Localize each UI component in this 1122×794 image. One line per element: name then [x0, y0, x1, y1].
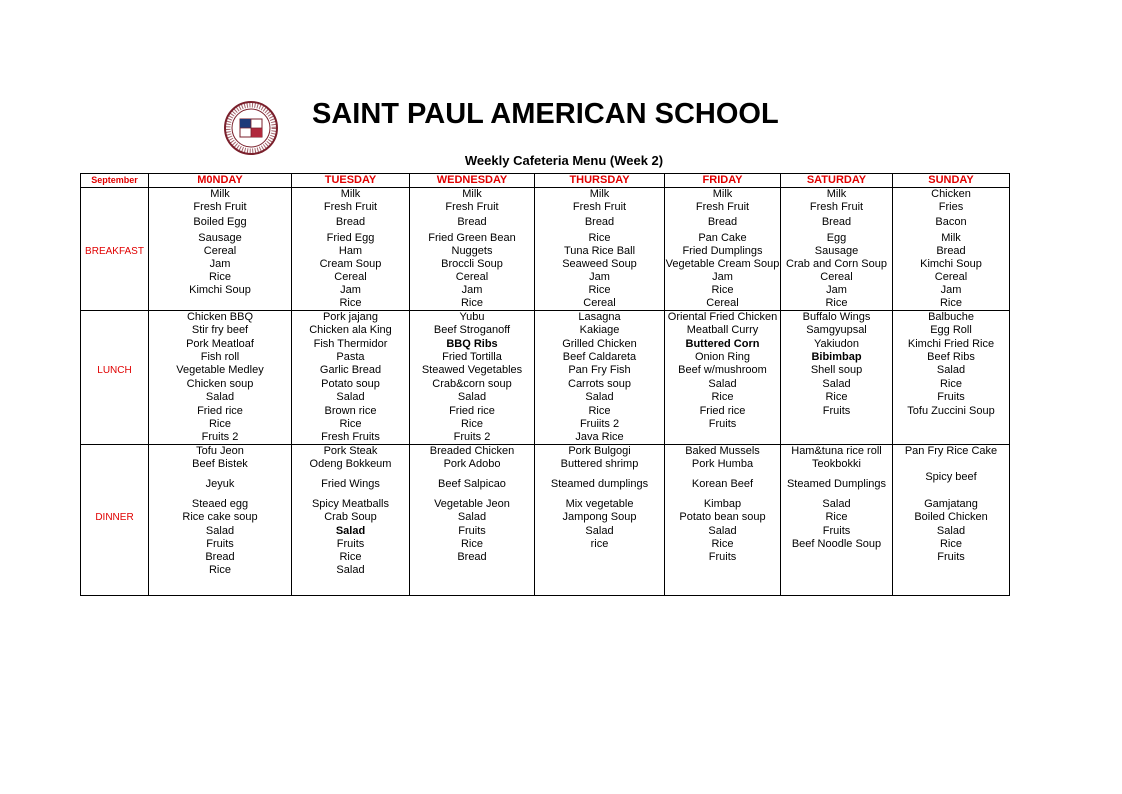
menu-item — [893, 431, 1010, 445]
menu-item: Rice — [781, 391, 893, 404]
menu-row — [81, 271, 1010, 284]
menu-item: Buttered shrimp — [535, 458, 665, 471]
menu-item: Fish roll — [149, 351, 292, 364]
meal-label-breakfast — [81, 201, 149, 214]
menu-row — [81, 311, 1010, 325]
menu-item: Buttered Corn — [665, 337, 781, 351]
day-header-saturday: SATURDAY — [781, 174, 893, 188]
menu-item: Vegetable Jeon — [410, 498, 535, 511]
menu-item: Fruits — [893, 391, 1010, 404]
menu-item — [781, 431, 893, 445]
menu-item: Beef Noodle Soup — [781, 538, 893, 551]
menu-row — [81, 391, 1010, 404]
menu-item: Bread — [410, 551, 535, 564]
menu-item: Grilled Chicken — [535, 337, 665, 351]
menu-item: Kakiage — [535, 324, 665, 337]
menu-row — [81, 458, 1010, 471]
menu-item: Samgyupsal — [781, 324, 893, 337]
meal-label-dinner — [81, 445, 149, 459]
menu-item: Steaed egg — [149, 498, 292, 511]
menu-row — [81, 511, 1010, 524]
menu-item: Cereal — [893, 271, 1010, 284]
menu-item: Mix vegetable — [535, 498, 665, 511]
menu-item: Fresh Fruits — [292, 431, 410, 445]
menu-item: Kimbap — [665, 498, 781, 511]
menu-item: Seaweed Soup — [535, 258, 665, 271]
menu-item: Spicy beef — [893, 471, 1010, 498]
menu-item: Kimchi Soup — [149, 284, 292, 297]
menu-item: Salad — [292, 391, 410, 404]
meal-label-dinner — [81, 538, 149, 551]
menu-item: Beef w/mushroom — [665, 364, 781, 377]
meal-label-lunch — [81, 418, 149, 431]
menu-item: Salad — [292, 524, 410, 538]
menu-item: Rice — [665, 538, 781, 551]
menu-item — [781, 418, 893, 431]
menu-item: Fruits — [781, 524, 893, 538]
menu-item: Rice — [535, 404, 665, 418]
menu-item — [893, 458, 1010, 471]
meal-label-lunch — [81, 377, 149, 391]
menu-item: Brown rice — [292, 404, 410, 418]
meal-label-dinner: DINNER — [81, 511, 149, 524]
menu-item: Beef Salpicao — [410, 471, 535, 498]
meal-label-lunch — [81, 431, 149, 445]
menu-item: Steamed Dumplings — [781, 471, 893, 498]
menu-item — [665, 564, 781, 577]
meal-label-dinner — [81, 471, 149, 498]
menu-item: Boiled Chicken — [893, 511, 1010, 524]
menu-item: Shell soup — [781, 364, 893, 377]
menu-item: Salad — [665, 377, 781, 391]
menu-item — [665, 577, 781, 595]
menu-item: Garlic Bread — [292, 364, 410, 377]
menu-item — [781, 577, 893, 595]
menu-item — [781, 564, 893, 577]
menu-item — [893, 577, 1010, 595]
menu-item: Crab and Corn Soup — [781, 258, 893, 271]
menu-item — [781, 551, 893, 564]
menu-item: Rice — [535, 284, 665, 297]
meal-label-breakfast — [81, 271, 149, 284]
meal-label-breakfast — [81, 231, 149, 245]
menu-item: Pork Humba — [665, 458, 781, 471]
menu-item: Tofu Zuccini Soup — [893, 404, 1010, 418]
day-header-thursday: THURSDAY — [535, 174, 665, 188]
menu-item: Fruits — [410, 524, 535, 538]
meal-label-lunch — [81, 404, 149, 418]
day-header-sunday: SUNDAY — [893, 174, 1010, 188]
menu-item: Fries — [893, 201, 1010, 214]
meal-label-dinner — [81, 577, 149, 595]
menu-item: Broccli Soup — [410, 258, 535, 271]
menu-item: Cereal — [781, 271, 893, 284]
menu-item: Fish Thermidor — [292, 337, 410, 351]
menu-item: Jam — [781, 284, 893, 297]
menu-item: Carrots soup — [535, 377, 665, 391]
meal-label-lunch — [81, 351, 149, 364]
menu-item: Rice — [665, 284, 781, 297]
menu-item: Fried Wings — [292, 471, 410, 498]
menu-item: Sausage — [149, 231, 292, 245]
menu-item: Salad — [665, 524, 781, 538]
meal-label-breakfast: BREAKFAST — [81, 245, 149, 258]
menu-item: Rice — [893, 538, 1010, 551]
menu-item: Fruits — [665, 418, 781, 431]
menu-item: Rice — [292, 418, 410, 431]
menu-item: Ham&tuna rice roll — [781, 445, 893, 459]
meal-label-lunch — [81, 324, 149, 337]
menu-item — [292, 577, 410, 595]
menu-row — [81, 404, 1010, 418]
menu-item: Beef Stroganoff — [410, 324, 535, 337]
menu-item: Vegetable Cream Soup — [665, 258, 780, 270]
menu-item: Balbuche — [893, 311, 1010, 325]
menu-item: Odeng Bokkeum — [292, 458, 410, 471]
menu-item: Stir fry beef — [149, 324, 292, 337]
menu-item: Vegetable Medley — [149, 364, 292, 377]
menu-item: Fried Dumplings — [665, 245, 781, 258]
menu-item: Oriental Fried Chicken — [665, 311, 781, 325]
meal-label-breakfast — [81, 188, 149, 202]
meal-label-dinner — [81, 551, 149, 564]
menu-item: Salad — [781, 377, 893, 391]
menu-item: Kimchi Fried Rice — [893, 337, 1010, 351]
weekly-menu-table — [80, 173, 1010, 596]
menu-row — [81, 498, 1010, 511]
menu-item: rice — [535, 538, 665, 551]
school-crest-icon — [224, 101, 278, 155]
menu-item — [149, 577, 292, 595]
menu-row — [81, 445, 1010, 459]
menu-item: Bread — [781, 214, 893, 231]
menu-item: Salad — [149, 524, 292, 538]
menu-item: Pasta — [292, 351, 410, 364]
menu-item: Yakiudon — [781, 337, 893, 351]
menu-item: Milk — [893, 231, 1010, 245]
menu-row — [81, 551, 1010, 564]
menu-item: Sausage — [781, 245, 893, 258]
menu-item: Teokbokki — [781, 458, 893, 471]
menu-item: Chicken ala King — [292, 324, 410, 337]
menu-item: Fried Green Bean — [410, 231, 535, 245]
menu-item: Ham — [292, 245, 410, 258]
menu-row — [81, 364, 1010, 377]
menu-item: Fruiits 2 — [535, 418, 665, 431]
menu-item: Bread — [410, 214, 535, 231]
menu-item: Egg — [781, 231, 893, 245]
menu-item: Pork Bulgogi — [535, 445, 665, 459]
menu-item: Salad — [149, 391, 292, 404]
menu-item: Cereal — [665, 297, 781, 311]
menu-item: Milk — [149, 188, 292, 202]
menu-item: Bread — [292, 214, 410, 231]
menu-item: Jam — [893, 284, 1010, 297]
menu-item: Milk — [535, 188, 665, 202]
meal-label-lunch: LUNCH — [81, 364, 149, 377]
menu-item: Pork Adobo — [410, 458, 535, 471]
menu-item — [535, 577, 665, 595]
menu-item: Pork Steak — [292, 445, 410, 459]
menu-item: Bread — [665, 214, 781, 231]
menu-row — [81, 337, 1010, 351]
menu-item: Chicken BBQ — [149, 311, 292, 325]
menu-item: Salad — [535, 391, 665, 404]
menu-row — [81, 377, 1010, 391]
menu-item: Pan Fry Fish — [535, 364, 665, 377]
menu-item: Fruits — [893, 551, 1010, 564]
menu-item: Pork Meatloaf — [149, 337, 292, 351]
menu-item: Rice — [410, 418, 535, 431]
menu-item: Rice — [149, 564, 292, 577]
menu-row — [81, 231, 1010, 245]
menu-item: Pork jajang — [292, 311, 410, 325]
meal-label-breakfast — [81, 214, 149, 231]
menu-item: Crab Soup — [292, 511, 410, 524]
menu-item: Jam — [535, 271, 665, 284]
meal-label-breakfast — [81, 258, 149, 271]
meal-label-lunch — [81, 311, 149, 325]
menu-item — [535, 551, 665, 564]
menu-item: Rice — [410, 538, 535, 551]
menu-item — [535, 564, 665, 577]
menu-item: Beef Ribs — [893, 351, 1010, 364]
menu-item: Rice — [410, 297, 535, 311]
menu-item — [893, 564, 1010, 577]
menu-row — [81, 538, 1010, 551]
menu-item: Crab&corn soup — [410, 377, 535, 391]
menu-row — [81, 188, 1010, 202]
menu-item: Meatball Curry — [665, 324, 781, 337]
menu-item: Milk — [665, 188, 781, 202]
menu-item: Rice — [292, 551, 410, 564]
menu-item: Chicken soup — [149, 377, 292, 391]
menu-item: Fresh Fruit — [781, 201, 893, 214]
day-header-row — [81, 174, 1010, 188]
menu-item: Cereal — [535, 297, 665, 311]
menu-item — [149, 297, 292, 311]
menu-item: Steawed Vegetables — [410, 364, 535, 377]
menu-item: Bacon — [893, 214, 1010, 231]
menu-item: Fruits 2 — [149, 431, 292, 445]
menu-item: Jam — [292, 284, 410, 297]
menu-row — [81, 524, 1010, 538]
menu-item: Nuggets — [410, 245, 535, 258]
meal-label-dinner — [81, 524, 149, 538]
menu-row — [81, 351, 1010, 364]
menu-item: Jam — [410, 284, 535, 297]
menu-item: Jampong Soup — [535, 511, 665, 524]
meal-label-dinner — [81, 564, 149, 577]
menu-item: Fresh Fruit — [665, 201, 781, 214]
menu-item: Rice — [149, 418, 292, 431]
menu-row — [81, 431, 1010, 445]
menu-item: Bread — [535, 214, 665, 231]
menu-item: Salad — [292, 564, 410, 577]
menu-item: Java Rice — [535, 431, 665, 445]
menu-item: Rice — [781, 511, 893, 524]
menu-item: Fried rice — [665, 404, 781, 418]
menu-item: Salad — [410, 511, 535, 524]
menu-item: Lasagna — [535, 311, 665, 325]
menu-item: BBQ Ribs — [410, 337, 535, 351]
menu-item: Boiled Egg — [149, 214, 292, 231]
menu-subtitle: Weekly Cafeteria Menu (Week 2) — [464, 153, 664, 168]
menu-row — [81, 577, 1010, 595]
school-name: SAINT PAUL AMERICAN SCHOOL — [312, 98, 779, 130]
menu-item: Yubu — [410, 311, 535, 325]
menu-item: Rice — [893, 297, 1010, 311]
menu-item: Salad — [410, 391, 535, 404]
menu-item: Fresh Fruit — [535, 201, 665, 214]
menu-item: Fried Tortilla — [410, 351, 535, 364]
menu-item — [410, 564, 535, 577]
menu-row — [81, 245, 1010, 258]
menu-item — [893, 418, 1010, 431]
menu-item: Chicken — [893, 188, 1010, 202]
menu-item: Cereal — [292, 271, 410, 284]
menu-item: Tofu Jeon — [149, 445, 292, 459]
menu-item: Bread — [149, 551, 292, 564]
menu-item: Fruits — [149, 538, 292, 551]
menu-item: Cereal — [410, 271, 535, 284]
menu-item — [665, 431, 781, 445]
menu-item: Rice — [535, 231, 665, 245]
menu-item: Salad — [893, 524, 1010, 538]
menu-item: Cream Soup — [292, 258, 410, 271]
menu-item: Spicy Meatballs — [292, 498, 410, 511]
menu-item: Fresh Fruit — [410, 201, 535, 214]
menu-row — [81, 418, 1010, 431]
menu-row — [81, 297, 1010, 311]
menu-item: Potato soup — [292, 377, 410, 391]
menu-item: Salad — [893, 364, 1010, 377]
meal-label-breakfast — [81, 284, 149, 297]
menu-item: Salad — [535, 524, 665, 538]
menu-item: Baked Mussels — [665, 445, 781, 459]
menu-item: Fried Egg — [292, 231, 410, 245]
menu-item: Milk — [781, 188, 893, 202]
menu-item: Jeyuk — [149, 471, 292, 498]
menu-item: Rice — [149, 271, 292, 284]
menu-item: Rice — [665, 391, 781, 404]
menu-item: Bread — [893, 245, 1010, 258]
menu-row — [81, 471, 1010, 498]
day-header-wednesday: WEDNESDAY — [410, 174, 535, 188]
menu-item: Korean Beef — [665, 471, 781, 498]
menu-item: Buffalo Wings — [781, 311, 893, 325]
menu-item: Fruits — [292, 538, 410, 551]
meal-label-lunch — [81, 337, 149, 351]
menu-item: Fresh Fruit — [149, 201, 292, 214]
menu-row — [81, 564, 1010, 577]
menu-item: Onion Ring — [665, 351, 781, 364]
meal-label-breakfast — [81, 297, 149, 311]
menu-item: Beef Caldareta — [535, 351, 665, 364]
menu-item — [410, 577, 535, 595]
menu-item: Fruits 2 — [410, 431, 535, 445]
menu-item: Pan Fry Rice Cake — [893, 445, 1010, 459]
menu-item: Jam — [149, 258, 292, 271]
menu-row — [81, 258, 1010, 271]
menu-row — [81, 324, 1010, 337]
menu-item: Fried rice — [410, 404, 535, 418]
menu-row — [81, 201, 1010, 214]
menu-item: Egg Roll — [893, 324, 1010, 337]
menu-item: Breaded Chicken — [410, 445, 535, 459]
menu-item: Rice cake soup — [149, 511, 292, 524]
menu-item: Steamed dumplings — [535, 471, 665, 498]
menu-item: Fruits — [665, 551, 781, 564]
menu-item: Potato bean soup — [665, 511, 781, 524]
menu-item: Kimchi Soup — [893, 258, 1010, 271]
month-label: September — [81, 174, 149, 188]
menu-row — [81, 214, 1010, 231]
meal-label-lunch — [81, 391, 149, 404]
day-header-tuesday: TUESDAY — [292, 174, 410, 188]
meal-label-dinner — [81, 498, 149, 511]
menu-row — [81, 284, 1010, 297]
menu-item: Bibimbap — [781, 351, 893, 364]
menu-item: Fruits — [781, 404, 893, 418]
menu-item: Fresh Fruit — [292, 201, 410, 214]
menu-item: Milk — [292, 188, 410, 202]
menu-item: Milk — [410, 188, 535, 202]
menu-item: Beef Bistek — [149, 458, 292, 471]
day-header-friday: FRIDAY — [665, 174, 781, 188]
menu-item: Tuna Rice Ball — [535, 245, 665, 258]
menu-item: Cereal — [149, 245, 292, 258]
menu-item: Fried rice — [149, 404, 292, 418]
menu-item: Rice — [781, 297, 893, 311]
menu-item: Gamjatang — [893, 498, 1010, 511]
menu-item: Jam — [665, 271, 781, 284]
menu-item: Pan Cake — [665, 231, 781, 245]
day-header-monday: M0NDAY — [149, 174, 292, 188]
meal-label-dinner — [81, 458, 149, 471]
menu-item: Salad — [781, 498, 893, 511]
menu-item: Rice — [292, 297, 410, 311]
menu-item: Rice — [893, 377, 1010, 391]
